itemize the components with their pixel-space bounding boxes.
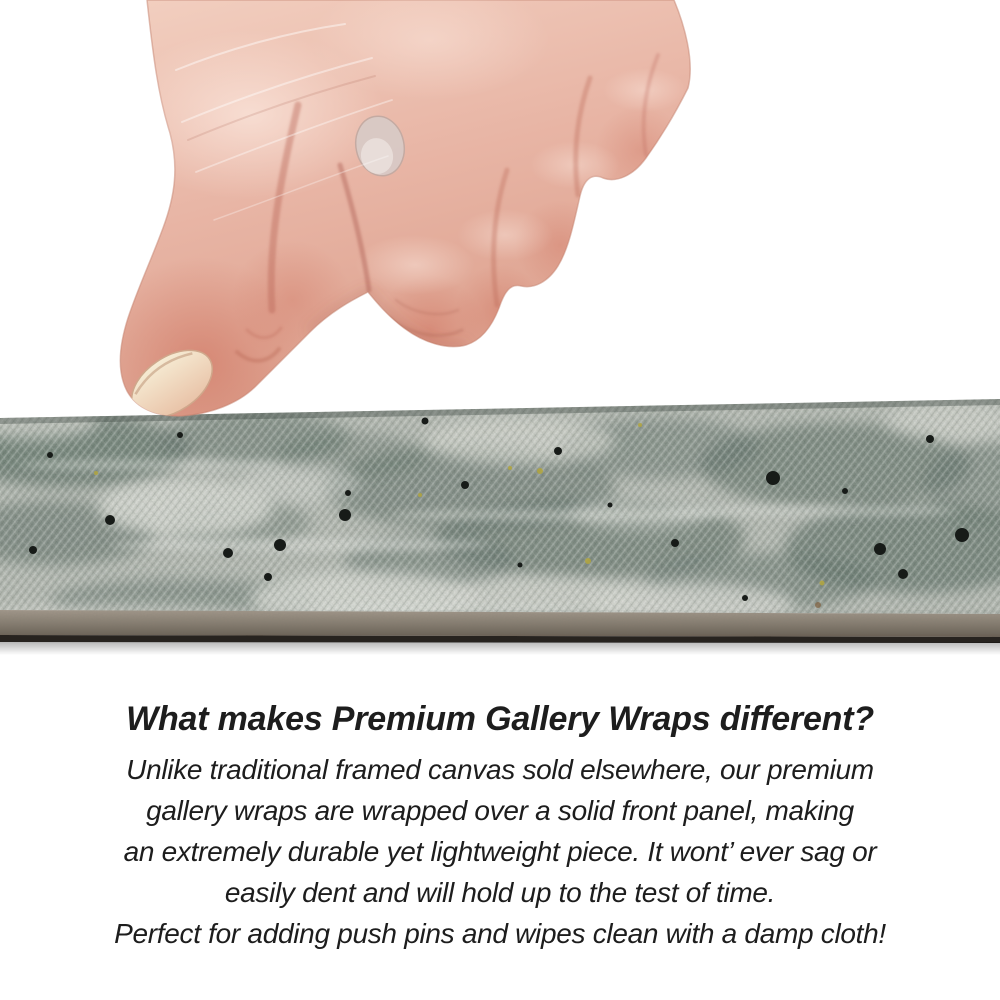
info-heading: What makes Premium Gallery Wraps different? xyxy=(126,700,874,738)
info-section xyxy=(0,700,1000,954)
info-line: Perfect for adding push pins and wipes clean with a damp cloth! xyxy=(114,918,886,949)
info-line: an extremely durable yet lightweight piece. It wont’ ever sag or xyxy=(123,836,877,867)
hand-illustration xyxy=(0,0,1000,430)
canvas-strip-illustration xyxy=(0,393,1000,663)
info-line: Unlike traditional framed canvas sold elsewhere, our premium xyxy=(126,754,874,785)
info-line: gallery wraps are wrapped over a solid front panel, making xyxy=(146,795,854,826)
knuckle-highlight xyxy=(355,235,475,295)
canvas-shadow xyxy=(0,642,1000,655)
info-line: easily dent and will hold up to the test of time. xyxy=(224,877,776,908)
